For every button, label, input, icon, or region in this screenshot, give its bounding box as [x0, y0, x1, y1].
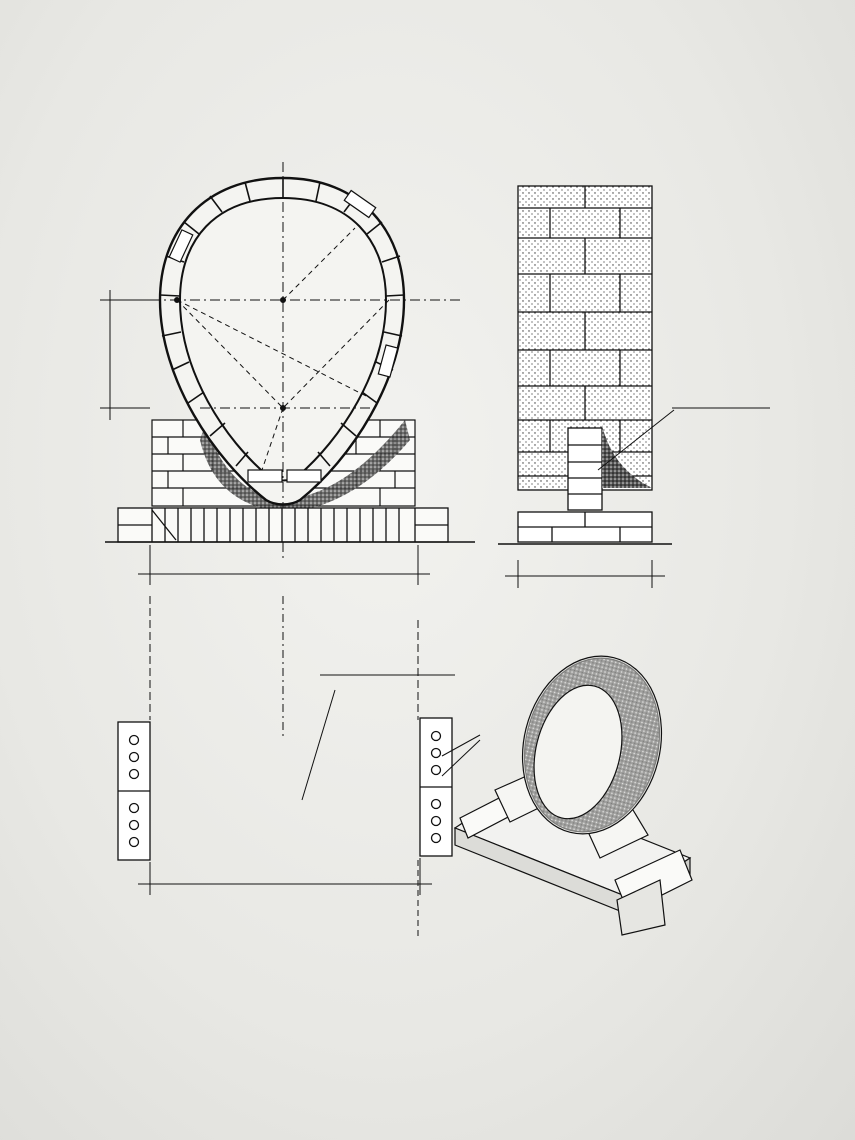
- perfil-citara: [568, 428, 602, 510]
- frente-width-dimension: [138, 545, 430, 585]
- planta-right-block: [420, 718, 452, 856]
- frente-view: [100, 162, 475, 585]
- planta-view: [118, 596, 480, 940]
- frente-base-course: [118, 508, 448, 542]
- frente-height-dimension: [100, 290, 160, 420]
- planta-left-block: [118, 722, 150, 860]
- perfil-view: [498, 186, 770, 588]
- perspectiva-view: [455, 641, 692, 935]
